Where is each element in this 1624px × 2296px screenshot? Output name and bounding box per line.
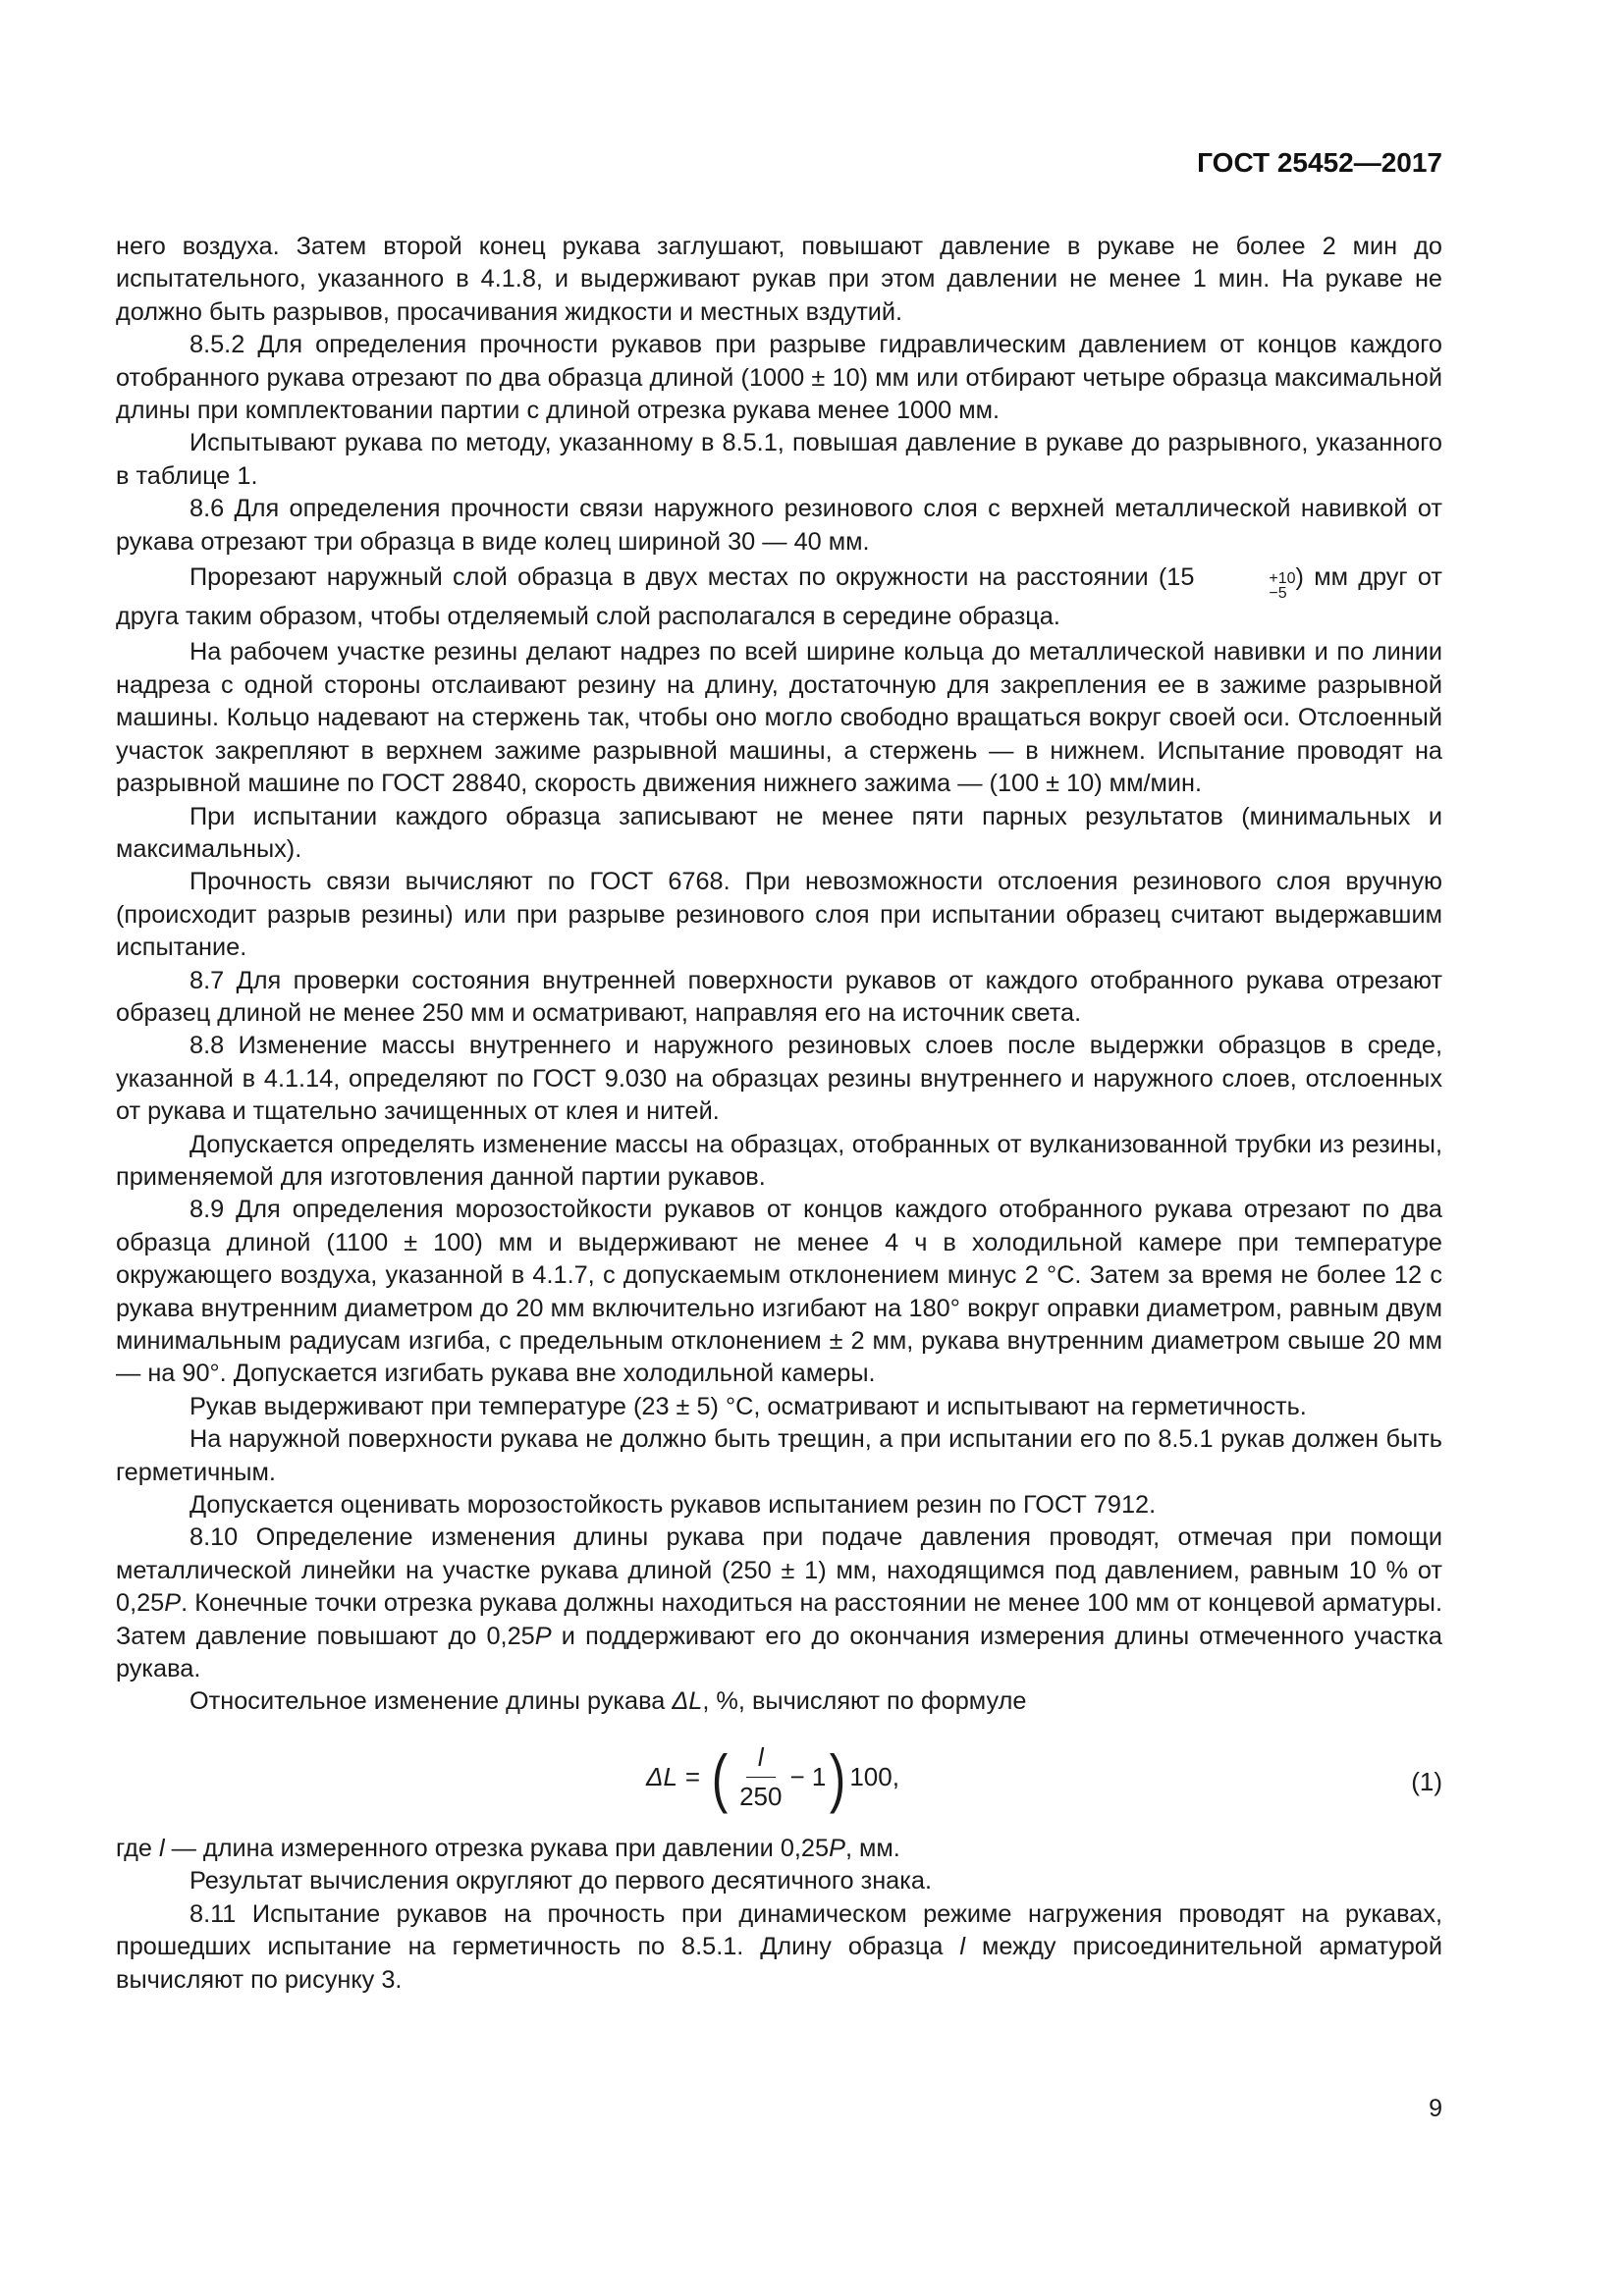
symbol: P <box>829 1834 845 1862</box>
paragraph: Испытывают рукава по методу, указанному в 8.5.1, повышая давление в рукаве до разрывного, указанного в таблице 1. <box>116 429 1442 490</box>
paragraph: Прорезают наружный слой образца в двух местах по окружности на расстоянии (15 $^{+10 -5}$ ) мм друг от друга таким образом, чтобы отделяемый слой располагался в середине образца. <box>116 563 1442 631</box>
left-paren: ( <box>711 1740 729 1814</box>
paragraph: При испытании каждого образца записывают не менее пяти парных результатов (минимальных и максимальных). <box>116 802 1442 863</box>
paragraph-text: , мм. <box>844 1834 900 1862</box>
paragraph-text: мм друг от друга таким образом, чтобы отделяемый слой располагался в середине образца. <box>116 563 1442 631</box>
paragraph-text: где <box>116 1834 159 1862</box>
symbol: P <box>534 1622 552 1650</box>
paragraph-text: , %, вычисляют по формуле <box>702 1687 1027 1716</box>
paragraph-text: 8.10 Определение изменения длины рукава при подаче давления проводят, отмечая при помощи металлической линейки на участке рукава длиной (250 ± 1) мм, находящимся под давлением, равным 10 % от 0,25 <box>116 1523 1442 1618</box>
paragraph: Рукав выдерживают при температуре (23 ± 5) °С, осматривают и испытывают на герметичность. <box>189 1392 1307 1420</box>
fraction <box>739 1741 782 1814</box>
paragraph <box>116 1685 1442 1718</box>
paragraph: Прочность связи вычисляют по ГОСТ 6768. При невозможности отслоения резинового слоя вручную (происходит разрыв резины) или при разрыве резинового слоя при испытании образец считают выдержавшим испытание. <box>116 868 1442 962</box>
paragraph: Допускается определять изменение массы на образцах, отобранных от вулканизованной трубки из резины, применяемой для изготовления данной партии рукавов. <box>116 1130 1442 1191</box>
paragraph: 8.8 Изменение массы внутреннего и наружного резиновых слоев после выдержки образцов в среде, указанной в 4.1.14, определяют по ГОСТ 9.030 на образцах резины внутреннего и наружного слоев, отслоенных от рукава и тщательно зачищенных от клея и нитей. <box>116 1032 1442 1126</box>
paragraph: На рабочем участке резины делают надрез по всей ширине кольца до металлической навивки и по линии надреза с одной стороны отслаивают резину на длину, достаточную для закрепления ее в зажиме разрывной машины. Кольцо надевают на стержень так, чтобы оно могло свободно вращаться вокруг своей оси. Отслоенный участок закрепляют в верхнем зажиме разрывной машины, а стержень — в нижнем. Испытание проводят на разрывной машине по ГОСТ 28840, скорость движения нижнего зажима — (100 ± 10) мм/мин. <box>116 638 1442 798</box>
paragraph <box>116 1833 1442 1865</box>
symbol: P <box>164 1589 182 1618</box>
tolerance-upper: +10 <box>1269 570 1296 588</box>
paragraph: Результат вычисления округляют до первого десятичного знака. <box>189 1867 932 1896</box>
document-body <box>116 231 1442 1997</box>
right-paren: ) <box>830 1740 846 1814</box>
page-number: 9 <box>1429 2095 1442 2122</box>
paragraph-text: — длина измеренного отрезка рукава при давлении 0,25 <box>164 1834 830 1862</box>
paragraph-text: . Конечные точки отрезка рукава должны находиться на расстоянии не менее 100 мм от концевой арматуры. Затем давление повышают до 0,25 <box>116 1589 1442 1650</box>
paragraph: 8.5.2 Для определения прочности рукавов при разрыве гидравлическим давлением от концов каждого отобранного рукава отрезают по два образца длиной (1000 ± 10) мм или отбирают четыре образца максимальной длины при комплектовании партии с длиной отрезка рукава менее 1000 мм. <box>116 331 1442 425</box>
equation-number: (1) <box>1411 1766 1442 1796</box>
tolerance <box>1195 571 1295 601</box>
formula-lhs: ΔL <box>646 1762 677 1792</box>
paragraph: 8.9 Для определения морозостойкости рукавов от концов каждого отобранного рукава отрезают по два образца длиной (1100 ± 100) мм и выдерживают не менее 4 ч в холодильной камере при температуре окружающего воздуха, указанной в 4.1.7, с допускаемым отклонением минус 2 °С. Затем за время не более 12 с рукава внутренним диаметром до 20 мм включительно изгибают на 180° вокруг оправки диаметром, равным двум минимальным радиусам изгиба, с предельным отклонением ± 2 мм, рукава внутренним диаметром свыше 20 мм — на 90°. Допускается изгибать рукава вне холодильной камеры. <box>116 1196 1442 1388</box>
symbol: ΔL <box>672 1687 703 1716</box>
formula <box>646 1738 899 1817</box>
paragraph: На наружной поверхности рукава не должно быть трещин, а при испытании его по 8.5.1 рукав должен быть герметичным. <box>116 1425 1442 1486</box>
paragraph-text: Прорезают наружный слой образца в двух местах по окружности на расстоянии (15 <box>189 563 1195 592</box>
paragraph-text: и поддерживают его до окончания измерения длины отмеченного участка рукава. <box>116 1622 1442 1683</box>
paragraph-text: между присоединительной арматурой вычисляют по рисунку 3. <box>116 1933 1442 1994</box>
formula-factor: 100, <box>849 1762 899 1792</box>
formula-block <box>116 1731 1442 1829</box>
paragraph-text: 8.11 Испытание рукавов на прочность при динамическом режиме нагружения проводят на рукавах, прошедших испытание на герметичность по 8.5.1. Длину образца <box>116 1899 1442 1961</box>
symbol: l <box>959 1933 966 1961</box>
fraction-denominator: 250 <box>739 1782 783 1812</box>
paragraph <box>116 1522 1442 1685</box>
formula-equals: = <box>684 1762 701 1792</box>
paragraph: Допускается оценивать морозостойкость рукавов испытанием резин по ГОСТ 7912. <box>189 1491 1157 1520</box>
paragraph: 8.7 Для проверки состояния внутренней поверхности рукавов от каждого отобранного рукава отрезают образец длиной не менее 250 мм и осматривают, направляя его на источник света. <box>116 966 1442 1027</box>
fraction-numerator: l <box>746 1741 776 1778</box>
formula-minus: − 1 <box>789 1762 827 1792</box>
paragraph: него воздуха. Затем второй конец рукава заглушают, повышают давление в рукаве не более 2 мин до испытательного, указанного в 4.1.8, и выдерживают рукав при этом давлении не менее 1 мин. На рукаве не должно быть разрывов, просачивания жидкости и местных вздутий. <box>116 233 1442 326</box>
paragraph <box>116 1898 1442 1997</box>
standard-header: ГОСТ 25452—2017 <box>1197 147 1442 178</box>
paragraph: 8.6 Для определения прочности связи наружного резинового слоя с верхней металлической навивкой от рукава отрезают три образца в виде колец шириной 30 — 40 мм. <box>116 495 1442 556</box>
symbol: l <box>158 1834 165 1862</box>
paragraph-text: Относительное изменение длины рукава <box>189 1687 673 1716</box>
tolerance-lower: −5 <box>1269 585 1287 603</box>
